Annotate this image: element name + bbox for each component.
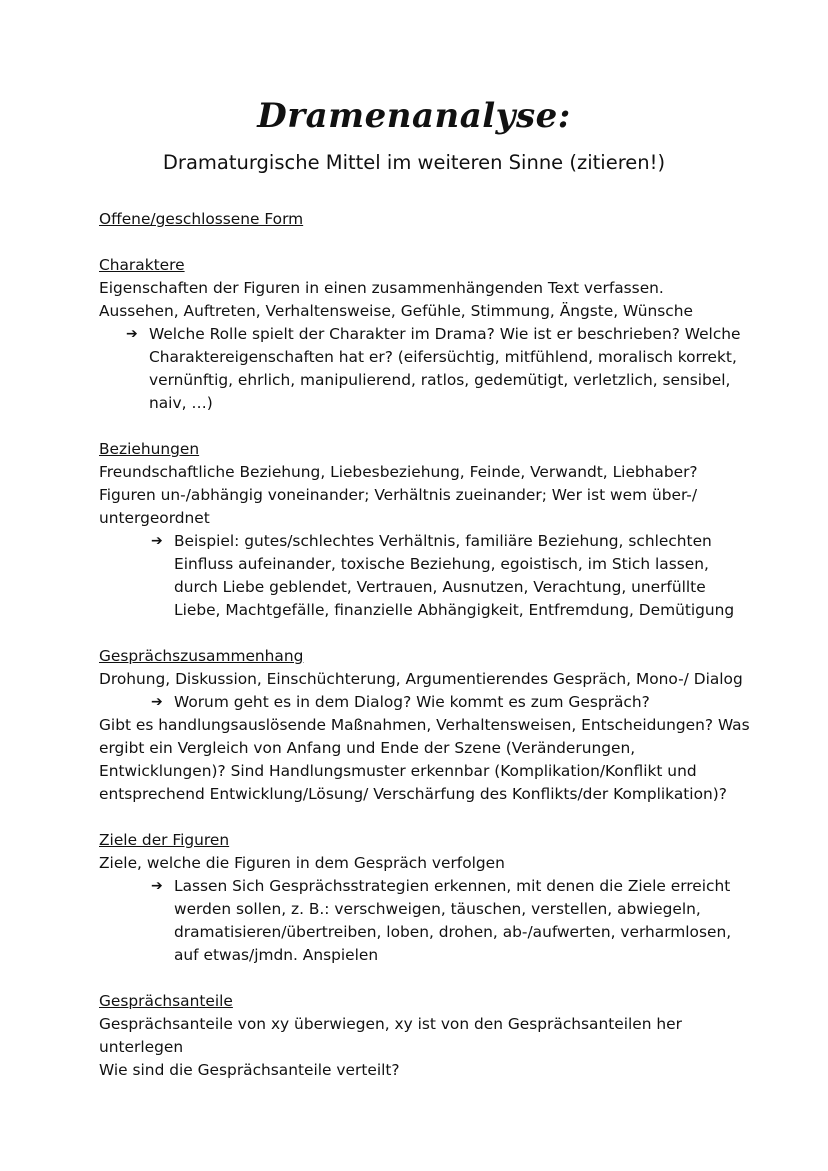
gespraech-after-line: Gibt es handlungsauslösende Maßnahmen, Verhaltensweisen, Entscheidungen? Was: [99, 716, 750, 734]
heading-form: Offene/geschlossene Form: [99, 210, 304, 228]
beziehungen-line: untergeordnet: [99, 509, 210, 527]
heading-charaktere: Charaktere: [99, 256, 185, 274]
anteile-line: unterlegen: [99, 1038, 184, 1056]
beziehungen-line: Freundschaftliche Beziehung, Liebesbeziehung, Feinde, Verwandt, Liebhaber?: [99, 463, 698, 481]
ziele-line: Ziele, welche die Figuren in dem Gespräch verfolgen: [99, 854, 505, 872]
arrow-right-icon: ➔: [151, 878, 163, 894]
anteile-line: Gesprächsanteile von xy überwiegen, xy ist von den Gesprächsanteilen her: [99, 1015, 682, 1033]
beziehungen-bullet: [99, 530, 759, 622]
arrow-right-icon: ➔: [126, 326, 138, 342]
gespraech-after-line: entsprechend Entwicklung/Lösung/ Verschärfung des Konflikts/der Komplikation)?: [99, 785, 727, 803]
heading-ziele: Ziele der Figuren: [99, 831, 230, 849]
charaktere-line: Aussehen, Auftreten, Verhaltensweise, Gefühle, Stimmung, Ängste, Wünsche: [99, 302, 693, 320]
bullet-text: Beispiel: gutes/schlechtes Verhältnis, familiäre Beziehung, schlechten Einfluss aufeinander, toxische Beziehung, egoistisch, im Stich lassen, durch Liebe geblendet, Vertrauen, Ausnutzen, Verachtung, unerfüllte Liebe, Machtgefälle, finanzielle Abhängigkeit, Entfremdung, Demütigung: [174, 532, 735, 619]
gespraech-bullet: [99, 691, 759, 714]
gespraech-line: Drohung, Diskussion, Einschüchterung, Argumentierendes Gespräch, Mono-/ Dialog: [99, 670, 743, 688]
bullet-text: Lassen Sich Gesprächsstrategien erkennen, mit denen die Ziele erreicht werden sollen, z. B.: verschweigen, täuschen, verstellen, abwiegeln, dramatisieren/übertreiben, loben, drohen, ab-/aufwerten, verharmlosen, auf etwas/jmdn. Anspielen: [174, 877, 732, 964]
gespraech-after-line: Entwicklungen)? Sind Handlungsmuster erkennbar (Komplikation/Konflikt und: [99, 762, 697, 780]
document-subtitle: Dramaturgische Mittel im weiteren Sinne (zitieren!): [162, 151, 666, 174]
heading-beziehungen: Beziehungen: [99, 440, 200, 458]
bullet-text: Worum geht es in dem Dialog? Wie kommt es zum Gespräch?: [174, 693, 650, 711]
document-body: [99, 208, 759, 1082]
beziehungen-line: Figuren un-/abhängig voneinander; Verhältnis zueinander; Wer ist wem über-/: [99, 486, 698, 504]
heading-gespraechszusammenhang: Gesprächszusammenhang: [99, 647, 304, 665]
arrow-right-icon: ➔: [151, 533, 163, 549]
gespraech-after-line: ergibt ein Vergleich von Anfang und Ende der Szene (Veränderungen,: [99, 739, 636, 757]
ziele-bullet: [99, 875, 759, 967]
bullet-text: Welche Rolle spielt der Charakter im Drama? Wie ist er beschrieben? Welche Charaktereigenschaften hat er? (eifersüchtig, mitfühlend, moralisch korrekt, vernünftig, ehrlich, manipulierend, ratlos, gedemütigt, verletzlich, sensibel, naiv, …): [149, 325, 741, 412]
document-title: Dramenanalyse:: [257, 96, 571, 136]
charaktere-bullet: [99, 323, 759, 415]
anteile-line: Wie sind die Gesprächsanteile verteilt?: [99, 1061, 400, 1079]
charaktere-line: Eigenschaften der Figuren in einen zusammenhängenden Text verfassen.: [99, 279, 664, 297]
heading-gespraechsanteile: Gesprächsanteile: [99, 992, 233, 1010]
arrow-right-icon: ➔: [151, 694, 163, 710]
